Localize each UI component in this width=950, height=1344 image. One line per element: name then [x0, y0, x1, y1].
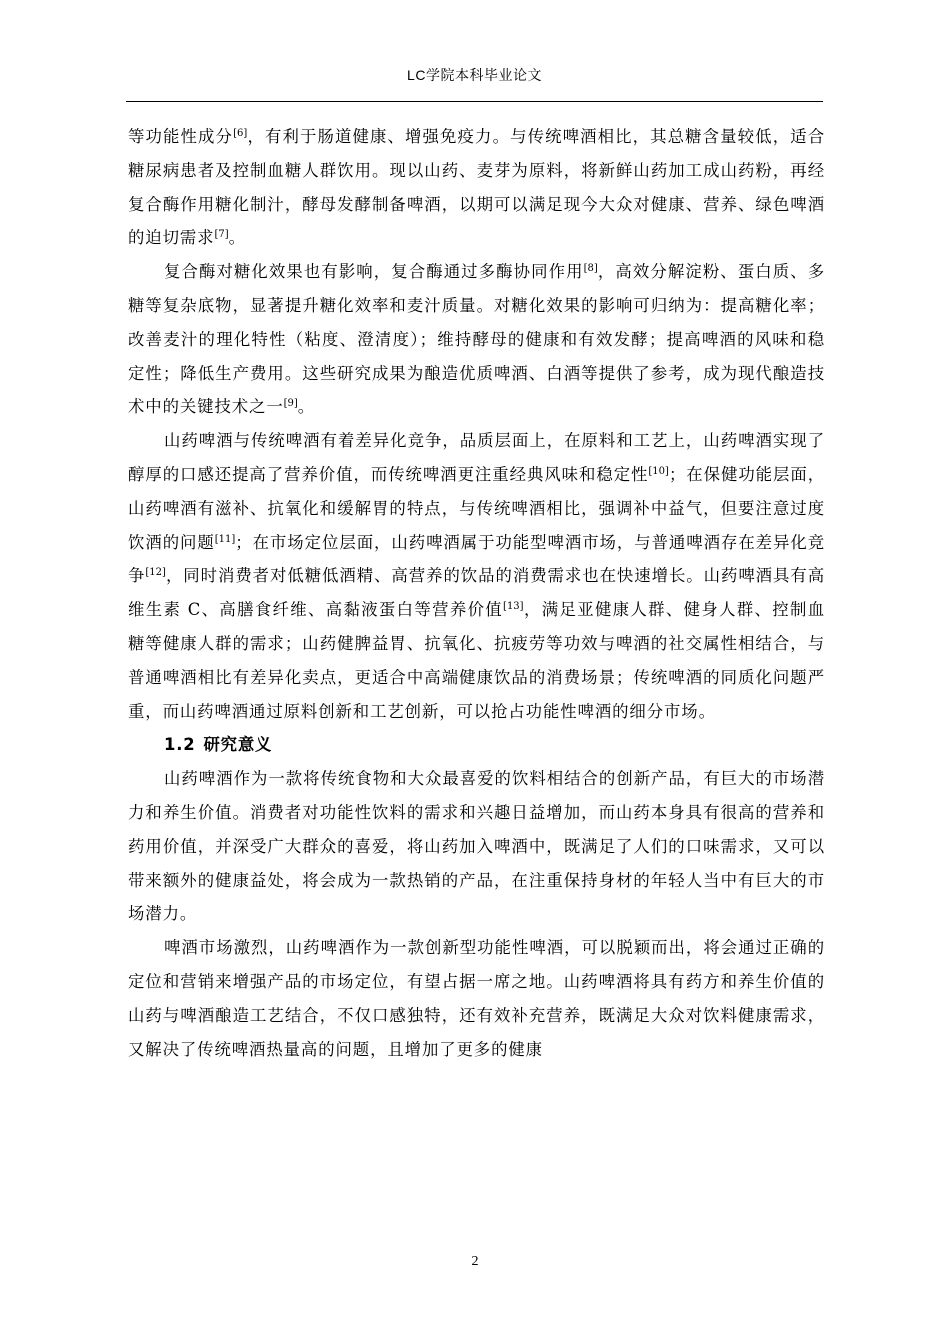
citation: [6]	[233, 128, 248, 139]
paragraph-text: ；在保健功能层面，山药啤酒有滋补、抗氧化和缓解胃的特点，与传统啤酒相比，强调补中益气，但要注意过度饮酒的问题	[128, 464, 826, 552]
paragraph-competition	[128, 424, 825, 728]
paragraph-market-potential	[128, 762, 825, 931]
citation: [12]	[145, 567, 166, 579]
section-title: 研究意义	[203, 735, 273, 755]
citation: [13]	[503, 601, 524, 613]
citation: [7]	[214, 229, 229, 241]
paragraph-positioning	[128, 931, 825, 1066]
paragraph-text: 。	[228, 228, 246, 248]
paragraph-text: 等功能性成分	[128, 127, 234, 146]
paragraph-continued	[128, 120, 825, 255]
paragraph-text: 复合酶对糖化效果也有影响，复合酶通过多酶协同作用	[164, 262, 584, 282]
paragraph-text: 山药啤酒作为一款将传统食物和大众最喜爱的饮料相结合的创新产品，有巨大的市场潜力和养生价值。消费者对功能性饮料的需求和兴趣日益增加，而山药本身具有很高的营养和药用价值，并深受广大群众的喜爱，将山药加入啤酒中，既满足了人们的口味需求，又可以带来额外的健康益处，将会成为一款热销的产品，在注重保持身材的年轻人当中有巨大的市场潜力。	[128, 769, 825, 924]
citation: [8]	[583, 263, 598, 275]
paragraph-text: 啤酒市场激烈，山药啤酒作为一款创新型功能性啤酒，可以脱颖而出，将会通过正确的定位和营销来增强产品的市场定位，有望占据一席之地。山药啤酒将具有药方和养生价值的山药与啤酒酿造工艺结合，不仅口感独特，还有效补充营养，既满足大众对饮料健康需求，又解决了传统啤酒热量高的问题，且增加了更多的健康	[128, 938, 825, 1059]
section-heading	[128, 728, 825, 762]
paragraph-text: ；在市场定位层面，山药啤酒属于功能型啤酒市场，与普通啤酒存在差异化竞争	[128, 532, 825, 586]
paragraph-text: 山药啤酒与传统啤酒有着差异化竞争，品质层面上，在原料和工艺上，山药啤酒实现了醇厚的口感还提高了营养价值，而传统啤酒更注重经典风味和稳定性	[128, 431, 825, 484]
citation: [9]	[283, 398, 298, 410]
citation: [10]	[648, 465, 669, 477]
page-number: 2	[471, 1254, 479, 1269]
citation: [11]	[214, 533, 236, 545]
section-number: 1.2	[164, 735, 196, 755]
paragraph-text: ，有利于肠道健康、增强免疫力。与传统啤酒相比，其总糖含量较低，适合糖尿病患者及控制血糖人群饮用。现以山药、麦芽为原料，将新鲜山药加工成山药粉，再经复合酶作用糖化制汁，酵母发酵制备啤酒，以期可以满足现今大众对健康、营养、绿色啤酒的迫切需求	[128, 127, 826, 248]
paragraph-text: 。	[297, 397, 316, 417]
paragraph-compound-enzyme	[128, 255, 825, 424]
paragraph-text: ，同时消费者对低糖低酒精、高营养的饮品的消费需求也在快速增长。山药啤酒具有高维生素 C、高膳食纤维、高黏液蛋白等营养价值	[128, 566, 826, 620]
running-header: LC学院本科毕业论文	[407, 67, 542, 83]
paragraph-text: ，满足亚健康人群、健身人群、控制血糖等健康人群的需求；山药健脾益胃、抗氧化、抗疲劳等功效与啤酒的社交属性相结合，与普通啤酒相比有差异化卖点，更适合中高端健康饮品的消费场景；传统啤酒的同质化问题严重，而山药啤酒通过原料创新和工艺创新，可以抢占功能性啤酒的细分市场。	[128, 600, 825, 721]
header-rule	[126, 101, 823, 102]
body-text	[128, 120, 825, 1066]
paragraph-text: ，高效分解淀粉、蛋白质、多糖等复杂底物，显著提升糖化效率和麦汁质量。对糖化效果的影响可归纳为：提高糖化率；改善麦汁的理化特性（粘度、澄清度）；维持酵母的健康和有效发酵；提高啤酒的风味和稳定性；降低生产费用。这些研究成果为酿造优质啤酒、白酒等提供了参考，成为现代酿造技术中的关键技术之一	[128, 262, 825, 417]
